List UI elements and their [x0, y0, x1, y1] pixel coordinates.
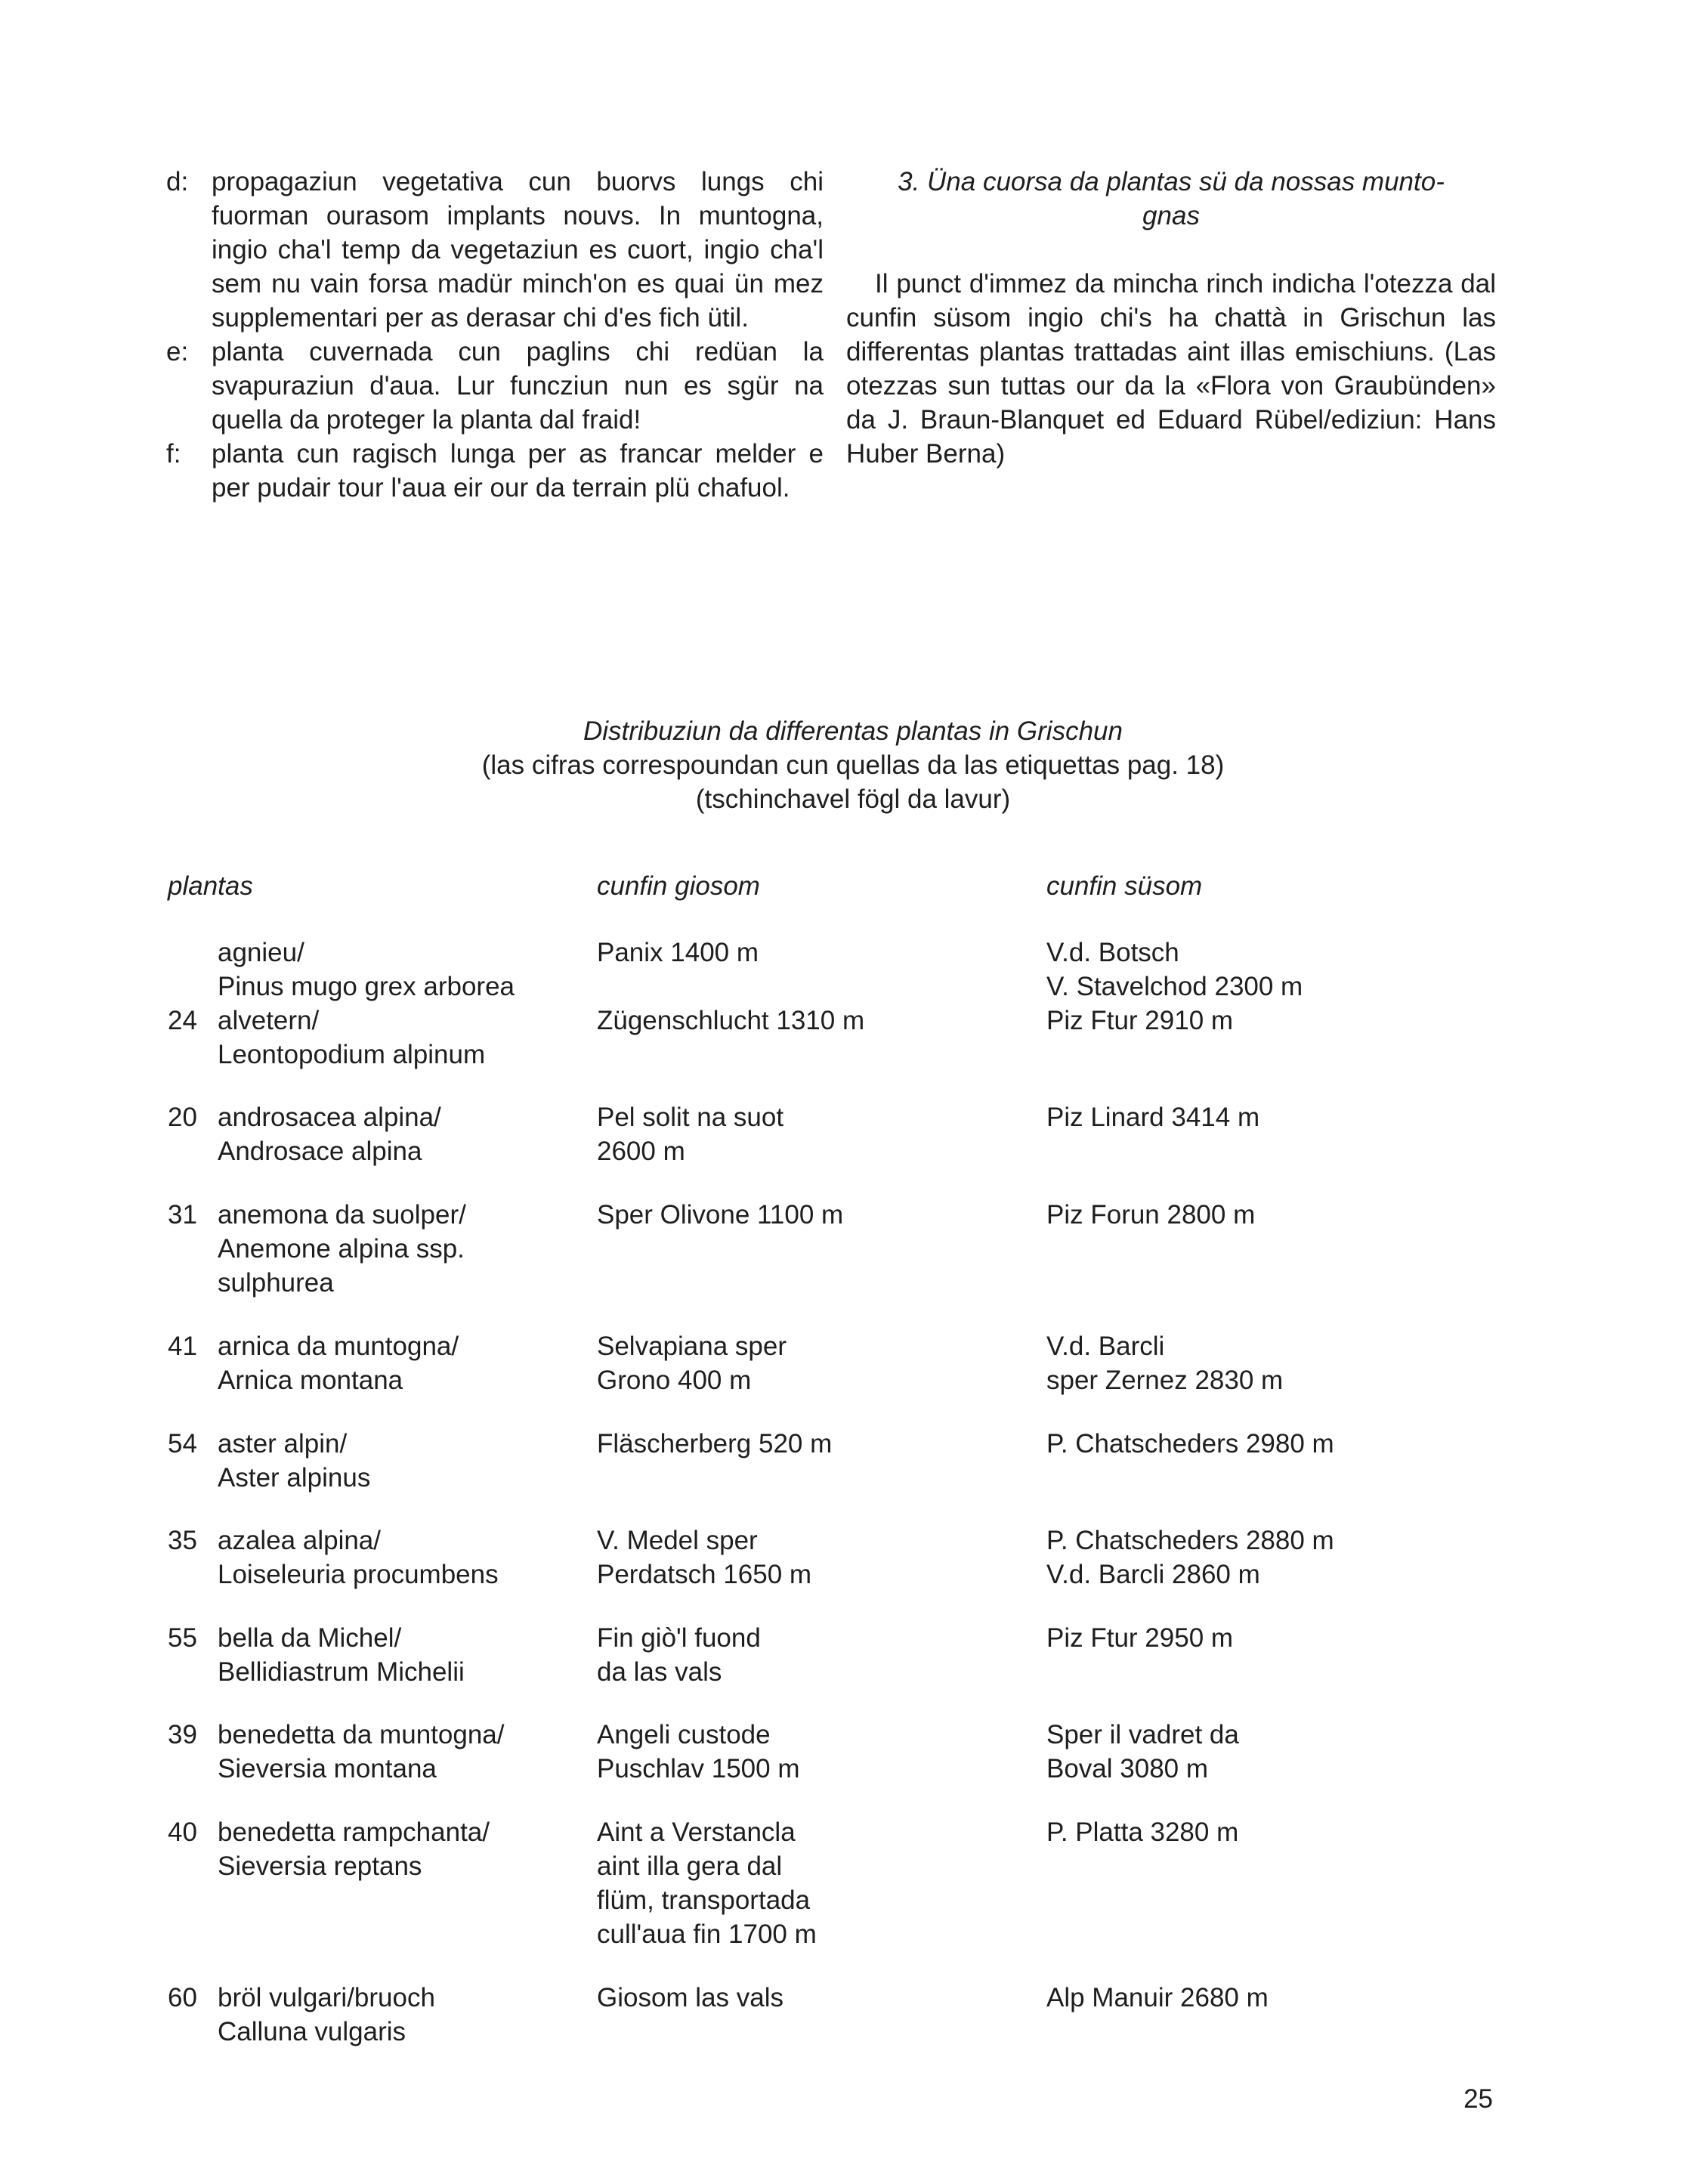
upper-limit-line: Piz Linard 3414 m [1046, 1103, 1260, 1132]
upper-limit-line: Sper il vadret da [1046, 1720, 1239, 1749]
lower-limit-line: Selvapiana sper [597, 1332, 787, 1361]
row-number: 40 [168, 1817, 197, 1847]
upper-limit [1046, 1815, 1500, 1849]
upper-limit-line: Piz Ftur 2950 m [1046, 1623, 1234, 1653]
item-text: propagaziun vegetativa cun buorvs lungs chi fuorman ourasom implants nouvs. In muntogna, ingio cha'l temp da vegetaziun es cuort, ingio cha'l sem nu vain forsa madür minch'on es quai ün mez supplementari per as derasar chi d'es fich ütil. [212, 167, 824, 333]
plant-name-line: sulphurea [218, 1268, 334, 1298]
lower-limit-line: Giosom las vals [597, 1983, 784, 2012]
plant-name [218, 1815, 580, 1883]
section-title-line1: 3. Üna cuorsa da plantas sü da nossas munto- [898, 167, 1445, 196]
right-column [846, 165, 1496, 471]
row-number: 39 [168, 1720, 197, 1749]
plant-name [218, 1718, 580, 1786]
plant-name [218, 936, 580, 1004]
item-key: d: [166, 167, 189, 196]
lower-limit-line: flüm, transportada [597, 1885, 811, 1915]
plant-name [218, 1004, 580, 1072]
row-number: 31 [168, 1200, 197, 1230]
row-number: 20 [168, 1103, 197, 1132]
plant-name-line: Pinus mugo grex arborea [218, 972, 515, 1001]
upper-limit-line: Piz Forun 2800 m [1046, 1200, 1256, 1230]
upper-limit-line: V.d. Barcli 2860 m [1046, 1560, 1260, 1589]
row-number: 54 [168, 1429, 197, 1459]
upper-limit-line: V.d. Barcli [1046, 1332, 1165, 1361]
row-number: 41 [168, 1332, 197, 1361]
lower-limit-line: da las vals [597, 1657, 722, 1687]
upper-limit-line: P. Chatscheders 2880 m [1046, 1526, 1334, 1555]
lower-limit [597, 1004, 990, 1038]
row-number: 35 [168, 1526, 197, 1555]
lower-limit-line: 2600 m [597, 1137, 685, 1166]
upper-limit-line: V. Stavelchod 2300 m [1046, 972, 1303, 1001]
upper-limit [1046, 936, 1500, 1004]
item-key: e: [166, 337, 189, 367]
upper-limit-line: sper Zernez 2830 m [1046, 1366, 1284, 1395]
upper-limit [1046, 1198, 1500, 1232]
plant-name [218, 1329, 580, 1397]
lower-limit-line: aint illa gera dal [597, 1851, 783, 1881]
left-column [166, 165, 824, 505]
lower-limit [597, 1329, 990, 1397]
list-item-d [166, 165, 824, 335]
lower-limit [597, 1815, 990, 1951]
lower-limit [597, 936, 990, 970]
item-text: planta cuvernada cun paglins chi redüan la svapuraziun d'aua. Lur funcziun nun es sgür na quella da proteger la planta dal fraid! [212, 337, 824, 435]
lower-limit-line: Zügenschlucht 1310 m [597, 1006, 865, 1035]
lower-limit [597, 1718, 990, 1786]
lower-limit [597, 1981, 990, 2015]
plant-name-line: androsacea alpina/ [218, 1103, 441, 1132]
plant-name-line: aster alpin/ [218, 1429, 348, 1459]
lower-limit-line: Perdatsch 1650 m [597, 1560, 812, 1589]
plant-name [218, 1100, 580, 1168]
lower-limit [597, 1427, 990, 1461]
plant-name [218, 1981, 580, 2049]
header-plant: plantas [168, 871, 253, 901]
plant-name-line: bröl vulgari/bruoch [218, 1983, 435, 2012]
plant-name-line: benedetta da muntogna/ [218, 1720, 505, 1749]
upper-limit-line: Boval 3080 m [1046, 1754, 1209, 1783]
plant-name-line: Sieversia montana [218, 1754, 437, 1783]
lower-limit [597, 1100, 990, 1168]
lower-limit [597, 1621, 990, 1689]
caption-note: (tschinchavel fögl da lavur) [695, 784, 1011, 814]
plant-name [218, 1427, 580, 1495]
upper-limit-line: Alp Manuir 2680 m [1046, 1983, 1269, 2012]
plant-name-line: Androsace alpina [218, 1137, 422, 1166]
upper-limit-line: P. Chatscheders 2980 m [1046, 1429, 1334, 1459]
page-number: 25 [1463, 2084, 1493, 2114]
upper-limit [1046, 1621, 1500, 1655]
plant-name [218, 1198, 580, 1300]
section-title-line2: gnas [1142, 201, 1200, 230]
lower-limit-line: Pel solit na suot [597, 1103, 784, 1132]
upper-limit [1046, 1100, 1500, 1134]
plant-name-line: Loiseleuria procumbens [218, 1560, 499, 1589]
plant-name-line: Bellidiastrum Michelii [218, 1657, 465, 1687]
list-item-f [166, 437, 824, 505]
row-number: 55 [168, 1623, 197, 1653]
list-item-e [166, 335, 824, 437]
plant-name-line: anemona da suolper/ [218, 1200, 466, 1230]
upper-limit-line: P. Platta 3280 m [1046, 1817, 1239, 1847]
plant-name-line: Aster alpinus [218, 1463, 371, 1493]
upper-limit [1046, 1004, 1500, 1038]
lower-limit-line: Fin giò'l fuond [597, 1623, 761, 1653]
plant-name-line: Arnica montana [218, 1366, 403, 1395]
lower-limit-line: cull'aua fin 1700 m [597, 1920, 817, 1949]
upper-limit-line: Piz Ftur 2910 m [1046, 1006, 1234, 1035]
lower-limit-line: Panix 1400 m [597, 938, 759, 967]
lower-limit-line: Angeli custode [597, 1720, 771, 1749]
header-high: cunfin süsom [1046, 871, 1203, 901]
row-number: 60 [168, 1983, 197, 2012]
upper-limit [1046, 1718, 1500, 1786]
header-low: cunfin giosom [597, 871, 760, 901]
plant-name-line: Anemone alpina ssp. [218, 1234, 465, 1264]
plant-name [218, 1621, 580, 1689]
plant-name-line: agnieu/ [218, 938, 304, 967]
item-text: planta cun ragisch lunga per as francar melder e per pudair tour l'aua eir our da terrain plü chafuol. [212, 439, 824, 503]
plant-name-line: alvetern/ [218, 1006, 320, 1035]
lower-limit [597, 1524, 990, 1592]
item-key: f: [166, 439, 181, 469]
upper-limit [1046, 1524, 1500, 1592]
plant-name-line: arnica da muntogna/ [218, 1332, 459, 1361]
upper-limit [1046, 1427, 1500, 1461]
lower-limit-line: Grono 400 m [597, 1366, 752, 1395]
lower-limit-line: Fläscherberg 520 m [597, 1429, 833, 1459]
lower-limit [597, 1198, 990, 1232]
section-title [846, 165, 1496, 233]
plant-name-line: Sieversia reptans [218, 1851, 422, 1881]
plant-name-line: bella da Michel/ [218, 1623, 402, 1653]
lower-limit-line: Sper Olivone 1100 m [597, 1200, 844, 1230]
caption-subtitle: (las cifras correspoundan cun quellas da las etiquettas pag. 18) [481, 750, 1225, 780]
row-number: 24 [168, 1006, 197, 1035]
lower-limit-line: V. Medel sper [597, 1526, 758, 1555]
plant-name-line: benedetta rampchanta/ [218, 1817, 490, 1847]
upper-limit [1046, 1329, 1500, 1397]
plant-name [218, 1524, 580, 1592]
lower-limit-line: Aint a Verstancla [597, 1817, 796, 1847]
plant-name-line: Calluna vulgaris [218, 2017, 406, 2046]
caption-title: Distribuziun da differentas plantas in Grischun [583, 716, 1123, 746]
upper-limit [1046, 1981, 1500, 2015]
plant-name-line: azalea alpina/ [218, 1526, 381, 1555]
upper-limit-line: V.d. Botsch [1046, 938, 1179, 967]
section-paragraph: Il punct d'immez da mincha rinch indicha l'otezza dal cunfin süsom ingio chi's ha chattà in Grischun las differentas plantas trattadas aint illas emischiuns. (Las otezzas sun tuttas our da la «Flora von Graubünden» da J. Braun-Blanquet ed Eduard Rübel/ediziun: Hans Huber Berna) [846, 269, 1496, 469]
plant-name-line: Leontopodium alpinum [218, 1040, 486, 1069]
table-caption [0, 714, 1706, 816]
lower-limit-line: Puschlav 1500 m [597, 1754, 800, 1783]
